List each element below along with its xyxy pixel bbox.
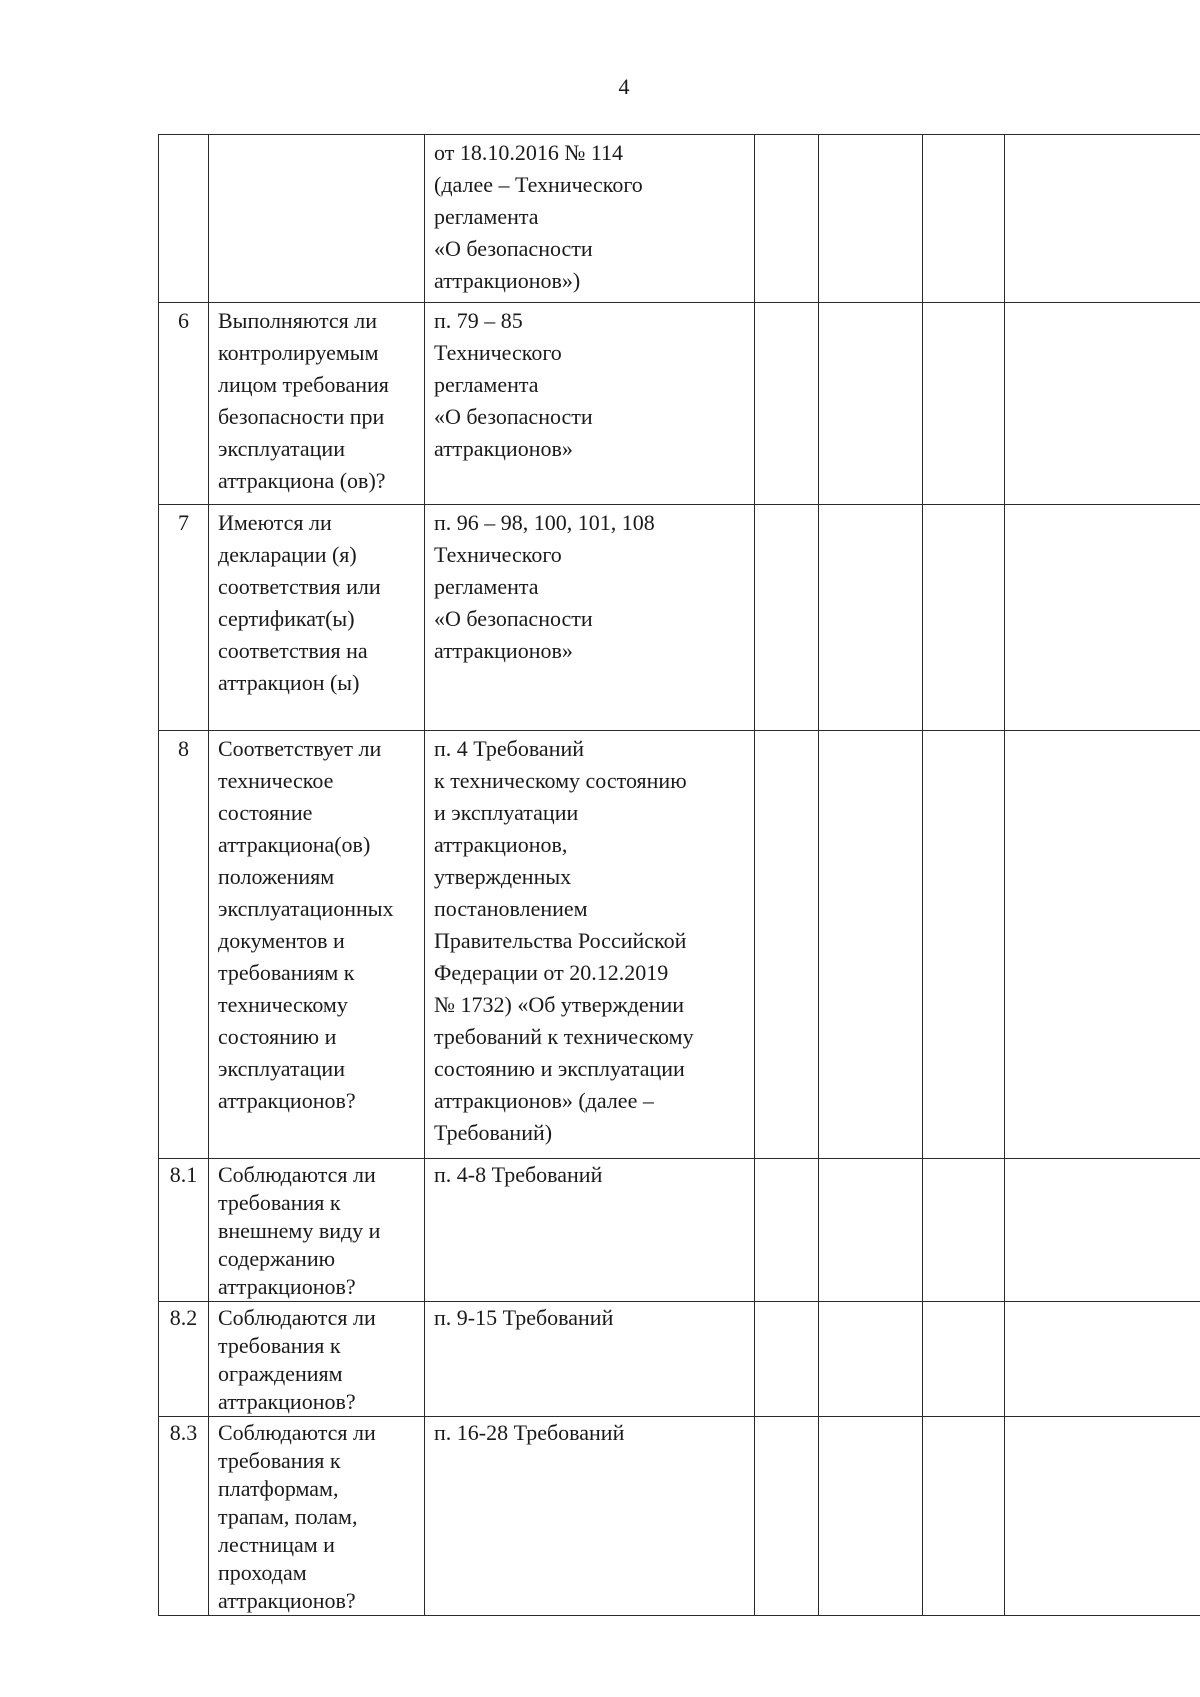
row-number: 7 (159, 505, 209, 731)
answer-cell (755, 1302, 819, 1417)
answer-cell (923, 1302, 1005, 1417)
reference-line: постановлением (434, 896, 588, 921)
reference-line: утвержденных (434, 864, 572, 889)
answer-cell (755, 1417, 819, 1616)
question-line: Имеются ли (218, 510, 332, 535)
row-reference: от 18.10.2016 № 114 (далее – Технического регламента «О безопасности аттракционов») (425, 135, 755, 303)
table-row (159, 1302, 1200, 1417)
answer-cell (755, 135, 819, 303)
row-number: 8.2 (159, 1302, 209, 1417)
answer-cell (819, 1159, 923, 1302)
reference-line: Федерации от 20.12.2019 (434, 960, 669, 985)
answer-cell (755, 1159, 819, 1302)
row-number: 8.1 (159, 1159, 209, 1302)
checklist-table (158, 134, 1200, 1616)
row-number: 6 (159, 303, 209, 505)
reference-line: требований к техническому (434, 1024, 694, 1049)
answer-cell (923, 731, 1005, 1159)
page-number: 4 (618, 74, 630, 99)
answer-cell (819, 135, 923, 303)
note-cell (1005, 135, 1200, 303)
table-row (159, 303, 1200, 505)
table-row (159, 1159, 1200, 1302)
note-cell (1005, 1302, 1200, 1417)
table-row (159, 135, 1200, 303)
answer-cell (923, 505, 1005, 731)
table-row (159, 731, 1200, 1159)
question-line: сертификат(ы) (218, 606, 355, 631)
answer-cell (755, 303, 819, 505)
answer-cell (819, 1417, 923, 1616)
note-cell (1005, 1159, 1200, 1302)
row-number: 8.3 (159, 1417, 209, 1616)
reference-line: п. 4 Требований (434, 736, 585, 761)
row-question (209, 505, 425, 731)
note-cell (1005, 731, 1200, 1159)
question-line: соответствия или (218, 574, 381, 599)
table-row (159, 1417, 1200, 1616)
question-line: соответствия на (218, 638, 368, 663)
answer-cell (819, 731, 923, 1159)
reference-line: № 1732) «Об утверждении (434, 992, 685, 1017)
reference-line: Требований) (434, 1120, 553, 1145)
answer-cell (755, 731, 819, 1159)
answer-cell (819, 1302, 923, 1417)
answer-cell (923, 1159, 1005, 1302)
row-reference: п. 9-15 Требований (425, 1302, 755, 1417)
row-question: Соблюдаются ли требования к ограждениям аттракционов? (209, 1302, 425, 1417)
table-row (159, 505, 1200, 731)
row-reference: п. 4-8 Требований (425, 1159, 755, 1302)
row-number (159, 135, 209, 303)
row-question: Соблюдаются ли требования к внешнему виду и содержанию аттракционов? (209, 1159, 425, 1302)
answer-cell (819, 303, 923, 505)
note-cell (1005, 303, 1200, 505)
reference-line: аттракционов, (434, 832, 568, 857)
reference-line: аттракционов» (далее – (434, 1088, 654, 1113)
row-number: 8 (159, 731, 209, 1159)
row-reference: п. 16-28 Требований (425, 1417, 755, 1616)
row-question: Выполняются ли контролируемым лицом требования безопасности при эксплуатации аттракциона (ов)? (209, 303, 425, 505)
question-line: аттракцион (ы) (218, 670, 360, 695)
answer-cell (923, 1417, 1005, 1616)
note-cell (1005, 505, 1200, 731)
answer-cell (923, 303, 1005, 505)
row-reference: п. 79 – 85 Технического регламента «О безопасности аттракционов» (425, 303, 755, 505)
answer-cell (819, 505, 923, 731)
reference-line: к техническому состоянию (434, 768, 687, 793)
answer-cell (923, 135, 1005, 303)
reference-line: и эксплуатации (434, 800, 579, 825)
note-cell (1005, 1417, 1200, 1616)
reference-line: Правительства Российской (434, 928, 687, 953)
answer-cell (755, 505, 819, 731)
row-question (209, 135, 425, 303)
reference-line: состоянию и эксплуатации (434, 1056, 685, 1081)
row-reference: п. 96 – 98, 100, 101, 108 Технического регламента «О безопасности аттракционов» (425, 505, 755, 731)
row-question: Соответствует ли техническое состояние аттракциона(ов) положениям эксплуатационных документов и требованиям к техническому состоянию и эксплуатации аттракционов? (209, 731, 425, 1159)
question-line: декларации (я) (218, 542, 357, 567)
row-reference (425, 731, 755, 1159)
row-question: Соблюдаются ли требования к платформам, трапам, полам, лестницам и проходам аттракционов? (209, 1417, 425, 1616)
